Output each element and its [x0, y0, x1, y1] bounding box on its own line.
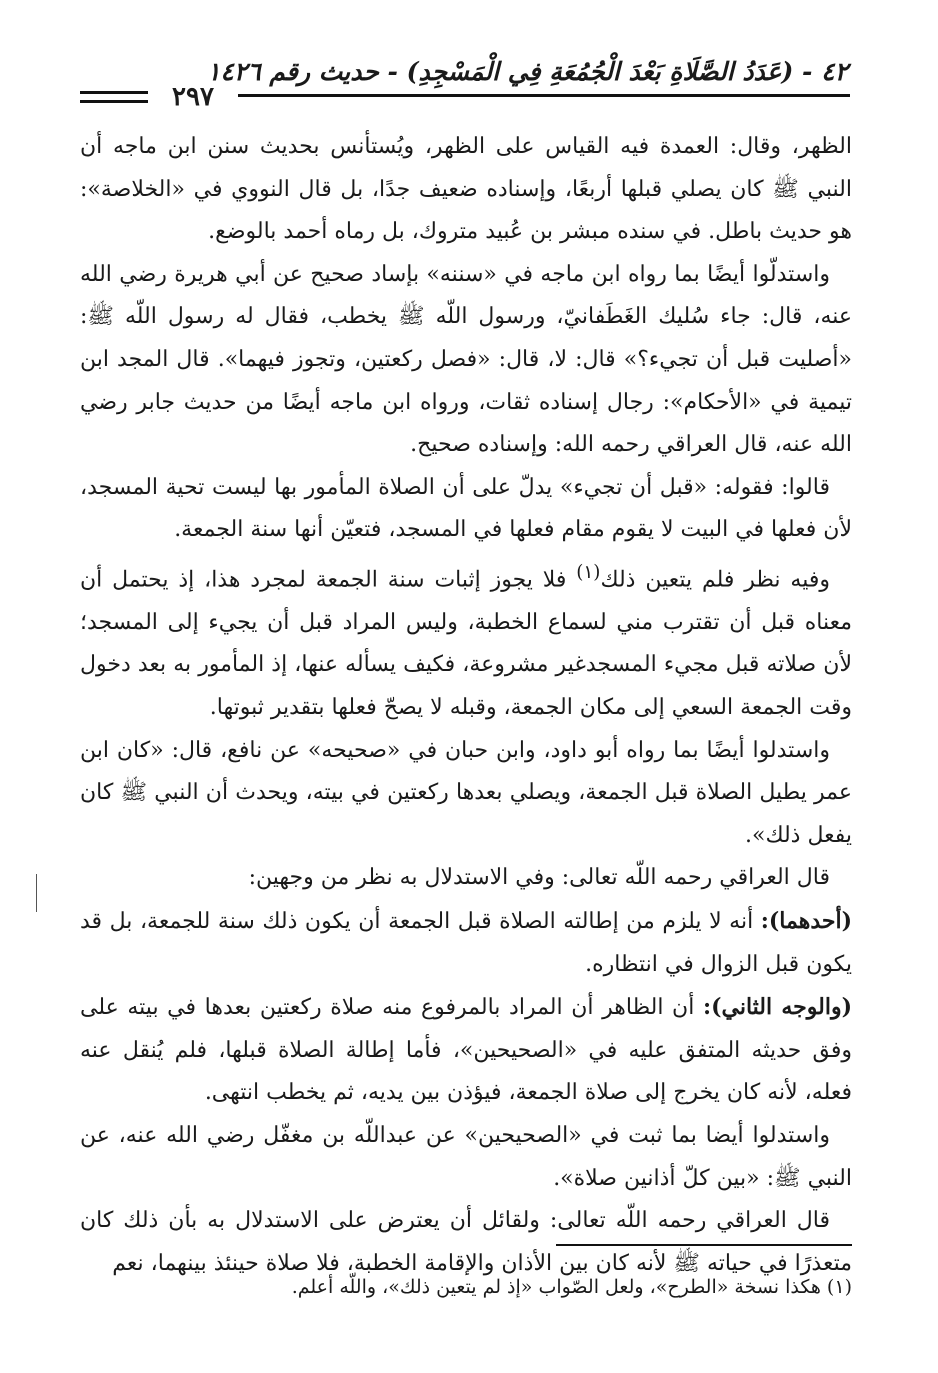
paragraph-4-rest: فلا يجوز إثبات سنة الجمعة لمجرد هذا، إذ يحتمل أن معناه قبل أن تقترب مني لسماع الخطبة، وليس المراد قبل أن يجيء إلى المسجد؛ لأن صلاته قبل مجيء المسجدغير مشروعة، فكيف يسأله عنها، إذ المأمور به بعد دخول وقت الجمعة السعي إلى مكان الجمعة، وقبله لا يصحّ فعلها بتقدير ثبوتها.: [80, 567, 852, 721]
paragraph-10: قال العراقي رحمه اللّه تعالى: ولقائل أن يعترض على الاستدلال به بأن ذلك كان متعذرًا في حياته ﷺ لأنه كان بين الأذان والإقامة الخطبة، فلا صلاة حينئذ بينهما، نعم: [80, 1208, 852, 1276]
paragraph-8-text: أن الظاهر أن المراد بالمرفوع منه صلاة ركعتين بعدها في بيته على وفق حديثه المتفق عليه في «الصحيحين»، فأما إطالة الصلاة قبلها، فلم يُنقل عنه فعله، لأنه كان يخرج إلى صلاة الجمعة، فيؤذن بين يديه، ثم يخطب انتهى.: [80, 995, 852, 1106]
header-left-rule-bottom: [80, 100, 148, 103]
paragraph-6: قال العراقي رحمه اللّه تعالى: وفي الاستدلال به نظر من وجهين:: [248, 865, 830, 891]
margin-mark: [36, 874, 37, 912]
page-number: ٢٩٧: [172, 82, 214, 112]
header-left-rule-top: [80, 91, 148, 94]
main-text: [80, 126, 852, 1285]
paragraph-8: [80, 986, 852, 1115]
paragraph-3: قالوا: فقوله: «قبل أن تجيء» يدلّ على أن الصلاة المأمور بها ليست تحية المسجد، لأن فعلها في البيت لا يقوم مقام فعلها في المسجد، فتعيّن أنها سنة الجمعة.: [80, 474, 852, 543]
paragraph-5: واستدلوا أيضًا بما رواه أبو داود، وابن حبان في «صحيحه» عن نافع، قال: «كان ابن عمر يطيل الصلاة قبل الجمعة، ويصلي بعدها ركعتين في بيته، ويحدث أن النبي ﷺ كان يفعل ذلك».: [80, 737, 852, 848]
paragraph-4-start: وفيه نظر فلم يتعين ذلك: [600, 567, 830, 593]
footnote: (١) هكذا نسخة «الطرح»، ولعل الصّواب «إذ لم يتعين ذلك»، واللّه أعلم.: [291, 1276, 852, 1298]
paragraph-4: [80, 552, 852, 730]
second-aspect-label: (والوجه الثاني):: [702, 994, 852, 1021]
paragraph-1: الظهر، وقال: العمدة فيه القياس على الظهر، ويُستأنس بحديث سنن ابن ماجه أن النبي ﷺ كان يصلي قبلها أربعًا، وإسناده ضعيف جدًا، بل قال النووي في «الخلاصة»: هو حديث باطل. في سنده مبشر بن عُبيد متروك، بل رماه أحمد بالوضع.: [80, 134, 852, 245]
footnote-reference[interactable]: (١): [576, 561, 601, 583]
footnote-rule: [556, 1244, 852, 1246]
header-rule: [238, 94, 850, 97]
first-aspect-label: (أحدهما):: [760, 908, 853, 935]
paragraph-7-text: أنه لا يلزم من إطالته الصلاة قبل الجمعة أن يكون ذلك سنة للجمعة، بل قد يكون قبل الزوال في انتظاره.: [80, 909, 852, 977]
paragraph-9: واستدلوا أيضا بما ثبت في «الصحيحين» عن عبداللّه بن مغفّل رضي الله عنه، عن النبي ﷺ: «بين كلّ أذانين صلاة».: [80, 1122, 852, 1191]
paragraph-2: واستدلّوا أيضًا بما رواه ابن ماجه في «سننه» بإساد صحيح عن أبي هريرة رضي الله عنه، قال: جاء سُليك الغَطَفانيّ، ورسول اللّه ﷺ يخطب، فقال له رسول اللّه ﷺ: «أصليت قبل أن تجيء؟» قال: لا، قال: «فصل ركعتين، وتجوز فيهما». قال المجد ابن تيمية في «الأحكام»: رجال إسناده ثقات، ورواه ابن ماجه أيضًا من حديث جابر رضي الله عنه، قال العراقي رحمه الله: وإسناده صحيح.: [80, 261, 852, 458]
running-header-title: ٤٢ - (عَدَدُ الصَّلَاةِ بَعْدَ الْجُمُعَةِ فِي الْمَسْجِدِ) - حديث رقم ١٤٢٦: [206, 57, 848, 86]
paragraph-7: [80, 900, 852, 986]
